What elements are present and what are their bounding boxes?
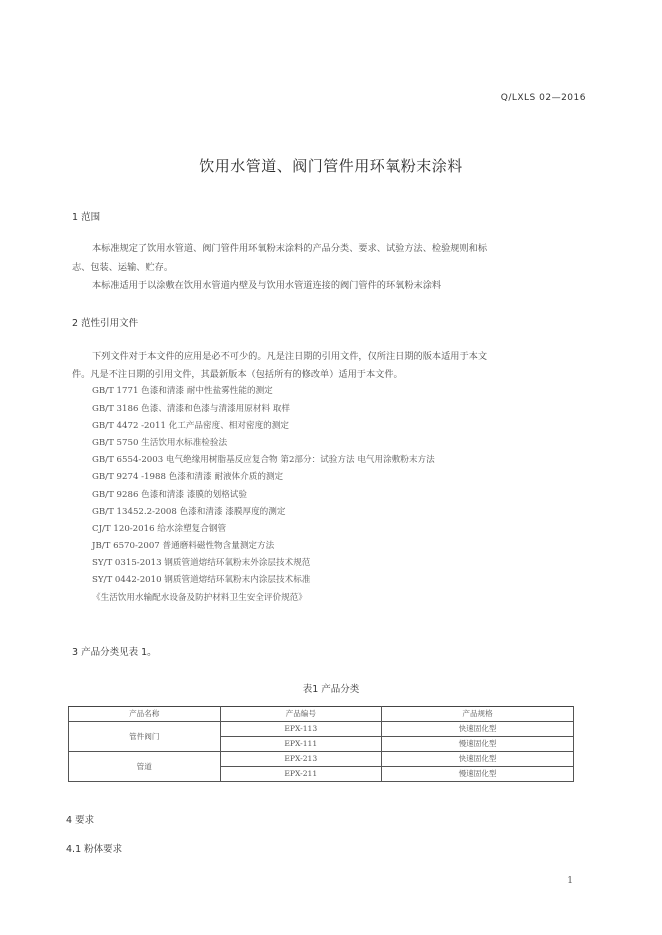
section-2-intro-line-1: 下列文件对于本文件的应用是必不可少的。凡是注日期的引用文件，仅所注日期的版本适用于本文 — [92, 351, 488, 362]
product-spec-cell: 慢速固化型 — [382, 737, 574, 752]
reference-item: SY/T 0315-2013 钢质管道熔结环氧粉末外涂层技术规范 — [92, 558, 311, 568]
reference-item: GB/T 5750 生活饮用水标准检验法 — [92, 438, 228, 448]
reference-item: GB/T 9274 -1988 色漆和清漆 耐液体介质的测定 — [92, 472, 284, 482]
header-cell: 产品规格 — [382, 707, 574, 722]
reference-item: GB/T 3186 色漆、清漆和色漆与清漆用原材料 取样 — [92, 404, 290, 414]
product-code-cell: EPX-211 — [220, 767, 382, 782]
section-1-heading: 1 范围 — [72, 212, 101, 223]
section-1-paragraph-1-line-2: 志、包装、运输、贮存。 — [72, 262, 174, 273]
product-name-cell: 管件阀门 — [69, 722, 221, 752]
reference-item: GB/T 6554-2003 电气绝缘用树脂基反应复合物 第2部分：试验方法 电气用涂敷粉末方法 — [92, 455, 435, 465]
product-spec-cell: 快速固化型 — [382, 752, 574, 767]
page-number: 1 — [567, 876, 573, 886]
section-2-heading: 2 范性引用文件 — [72, 318, 139, 329]
product-code-cell: EPX-213 — [220, 752, 382, 767]
table-row — [69, 722, 574, 737]
reference-item: GB/T 13452.2-2008 色漆和清漆 漆膜厚度的测定 — [92, 507, 286, 517]
document-title: 饮用水管道、阀门管件用环氧粉末涂料 — [199, 157, 463, 175]
product-name-cell: 管道 — [69, 752, 221, 782]
reference-item: 《生活饮用水输配水设备及防护材料卫生安全评价规范》 — [92, 593, 307, 603]
reference-item: GB/T 4472 -2011 化工产品密度、相对密度的测定 — [92, 421, 289, 431]
reference-item: GB/T 1771 色漆和清漆 耐中性盐雾性能的测定 — [92, 386, 273, 396]
standard-id: Q/LXLS 02—2016 — [500, 93, 586, 103]
section-2-intro-line-2: 件。凡是不注日期的引用文件，其最新版本（包括所有的修改单）适用于本文件。 — [72, 369, 403, 380]
table-header-row — [69, 707, 574, 722]
table-caption: 表1 产品分类 — [302, 684, 360, 695]
reference-item: GB/T 9286 色漆和清漆 漆膜的划格试验 — [92, 490, 247, 500]
header-cell: 产品名称 — [69, 707, 221, 722]
reference-item: SY/T 0442-2010 钢质管道熔结环氧粉末内涂层技术标准 — [92, 575, 311, 585]
product-code-cell: EPX-111 — [220, 737, 382, 752]
section-1-paragraph-1-line-1: 本标准规定了饮用水管道、阀门管件用环氧粉末涂料的产品分类、要求、试验方法、检验规则和标 — [92, 243, 488, 254]
table-row — [69, 752, 574, 767]
product-spec-cell: 快速固化型 — [382, 722, 574, 737]
product-code-cell: EPX-113 — [220, 722, 382, 737]
product-classification-table — [68, 706, 574, 782]
header-cell: 产品编号 — [220, 707, 382, 722]
section-4-1-heading: 4.1 粉体要求 — [66, 844, 123, 855]
reference-item: CJ/T 120-2016 给水涂塑复合钢管 — [92, 524, 227, 534]
section-4-heading: 4 要求 — [66, 815, 95, 826]
reference-item: JB/T 6570-2007 普通磨料磁性物含量测定方法 — [92, 541, 275, 551]
product-spec-cell: 慢速固化型 — [382, 767, 574, 782]
section-1-paragraph-2: 本标准适用于以涂敷在饮用水管道内壁及与饮用水管道连接的阀门管件的环氧粉末涂料 — [92, 280, 442, 291]
section-3-heading: 3 产品分类见表 1。 — [72, 647, 157, 658]
